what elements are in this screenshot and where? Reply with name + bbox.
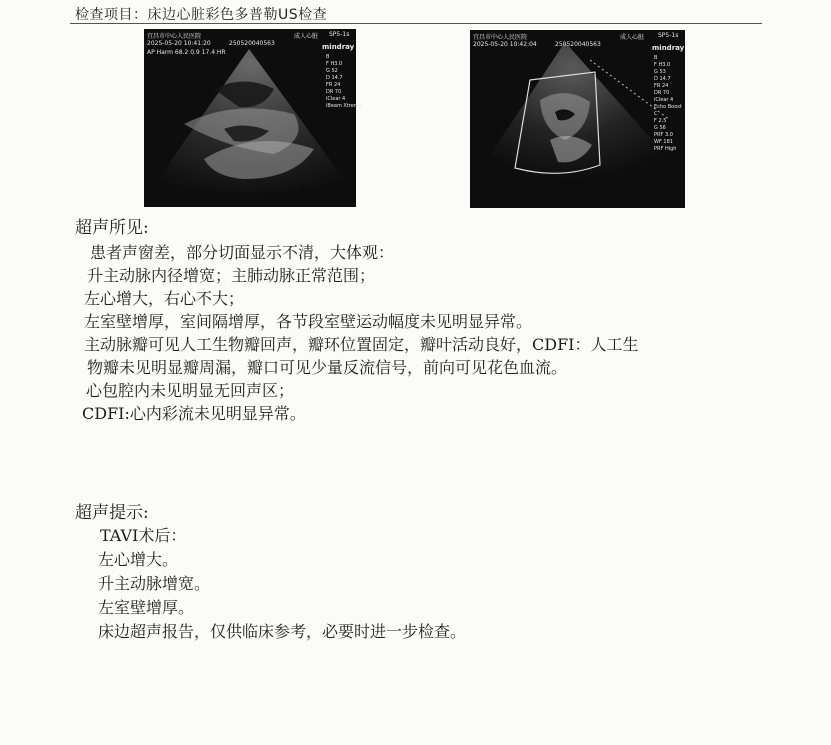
exam-label: 检查项目：	[75, 7, 148, 23]
exam-value: 床边心脏彩色多普勒US检查	[147, 7, 328, 23]
us-param: B	[654, 55, 658, 61]
us1-brand: mindray	[322, 43, 355, 51]
conclusion-line: 床边超声报告，仅供临床参考，必要时进一步检查。	[98, 622, 467, 641]
ultrasound-image-1	[144, 29, 362, 207]
findings-title: 超声所见:	[75, 218, 149, 238]
us-param: PRF High	[654, 146, 677, 152]
findings-line: 升主动脉内径增宽；主肺动脉正常范围；	[87, 266, 376, 285]
us-param: B	[326, 54, 330, 60]
conclusion-title: 超声提示:	[75, 503, 149, 523]
us-param: iClear 4	[654, 97, 674, 103]
us-param: G 56	[654, 125, 666, 131]
us-param: G 52	[326, 68, 338, 74]
us-param: C	[654, 111, 658, 117]
findings-line: 主动脉瓣可见人工生物瓣回声，瓣环位置固定，瓣叶活动良好，CDFI：人工生	[84, 335, 639, 354]
ultrasound-image-2	[470, 30, 685, 208]
us1-subline: AP Harm 68.2 0.9 17.4 HR	[147, 49, 226, 56]
us2-id: 250520040563	[555, 41, 601, 48]
us-param: F H3.0	[326, 61, 343, 67]
us-param: iClear 4	[326, 96, 346, 102]
us-param: DR 70	[654, 90, 670, 96]
header-divider	[70, 23, 762, 24]
us-param: Echo Boost	[654, 104, 682, 110]
conclusion-line: 左室壁增厚。	[98, 598, 195, 617]
us-param: PRF 3.0	[654, 132, 673, 138]
findings-line: CDFI:心内彩流未见明显异常。	[82, 404, 306, 423]
findings-line: 心包腔内未见明显无回声区；	[86, 381, 295, 400]
exam-item-header	[75, 4, 327, 24]
findings-line: 左室壁增厚，室间隔增厚，各节段室壁运动幅度未见明显异常。	[84, 312, 533, 331]
conclusion-line: 左心增大。	[98, 550, 179, 569]
us2-datetime: 2025-05-20 10:42:04	[473, 41, 537, 48]
findings-line: 左心增大，右心不大；	[84, 289, 245, 308]
ultrasound-scan-2	[470, 30, 685, 208]
us2-brand: mindray	[652, 44, 685, 52]
us-param: FR 24	[326, 82, 341, 88]
us2-probe: SP5-1s	[658, 32, 679, 39]
us-param: F H3.0	[654, 62, 671, 68]
us1-probe: SP5-1s	[329, 31, 350, 38]
us2-hospital: 宜昌市中心人民医院	[473, 34, 528, 41]
us-param: G 53	[654, 69, 666, 75]
findings-line: 患者声窗差，部分切面显示不清，大体观：	[90, 243, 395, 262]
findings-line: 物瓣未见明显瓣周漏，瓣口可见少量反流信号，前向可见花色血流。	[87, 358, 568, 377]
us2-category: 成人心脏	[620, 34, 645, 41]
us1-hospital: 宜昌市中心人民医院	[147, 33, 202, 40]
us1-category: 成人心脏	[294, 33, 319, 40]
us-param: D 14.7	[326, 75, 343, 81]
us-param: DR 70	[326, 89, 342, 95]
conclusion-line: 升主动脉增宽。	[98, 574, 211, 593]
us-param: iBeam Xtreme	[326, 103, 362, 109]
us-param: F 2.5	[654, 118, 667, 124]
us-param: D 14.7	[654, 76, 671, 82]
us1-id: 250520040563	[229, 40, 275, 47]
us1-datetime: 2025-05-20 10:41:20	[147, 40, 211, 47]
us-param: FR 24	[654, 83, 669, 89]
conclusion-line: TAVI术后：	[100, 526, 187, 545]
us-param: WF 181	[654, 139, 673, 145]
